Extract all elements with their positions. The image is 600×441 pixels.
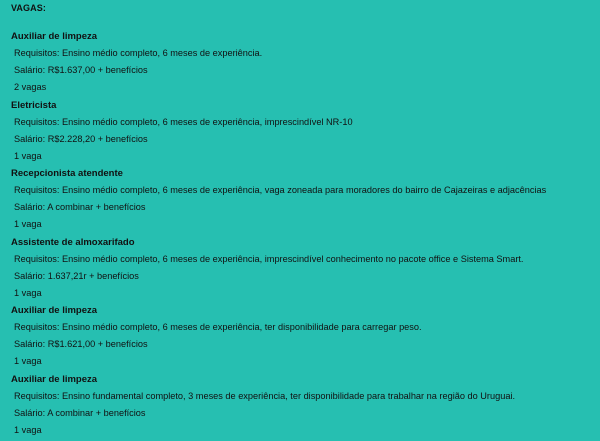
- job-listing: [11, 374, 591, 441]
- page-title: VAGAS:: [11, 3, 46, 13]
- job-requirements: Requisitos: Ensino médio completo, 6 meses de experiência, imprescindível NR-10: [14, 117, 353, 127]
- job-listing: [11, 305, 591, 372]
- job-requirements: Requisitos: Ensino médio completo, 6 meses de experiência, imprescindível conhecimento no pacote office e Sistema Smart.: [14, 254, 524, 264]
- job-listing: [11, 168, 591, 235]
- job-requirements: Requisitos: Ensino médio completo, 6 meses de experiência, vaga zoneada para moradores do bairro de Cajazeiras e adjacências: [14, 185, 547, 195]
- job-salary: Salário: 1.637,21r + benefícios: [14, 271, 139, 281]
- job-title: Auxiliar de limpeza: [11, 31, 98, 42]
- job-openings: 2 vagas: [14, 82, 47, 92]
- job-openings: 1 vaga: [14, 356, 42, 366]
- job-salary: Salário: R$1.637,00 + benefícios: [14, 65, 148, 75]
- job-salary: Salário: A combinar + benefícios: [14, 202, 146, 212]
- job-requirements: Requisitos: Ensino fundamental completo, 3 meses de experiência, ter disponibilidade para trabalhar na região do Uruguai.: [14, 391, 516, 401]
- job-openings: 1 vaga: [14, 151, 42, 161]
- job-openings: 1 vaga: [14, 219, 42, 229]
- job-title: Auxiliar de limpeza: [11, 305, 98, 316]
- job-salary: Salário: R$1.621,00 + benefícios: [14, 339, 148, 349]
- job-requirements: Requisitos: Ensino médio completo, 6 meses de experiência, ter disponibilidade para carregar peso.: [14, 322, 422, 332]
- job-title: Auxiliar de limpeza: [11, 374, 98, 385]
- job-salary: Salário: A combinar + benefícios: [14, 408, 146, 418]
- job-listing: [11, 31, 591, 98]
- job-salary: Salário: R$2.228,20 + benefícios: [14, 134, 148, 144]
- job-title: Eletricista: [11, 100, 57, 111]
- job-title: Assistente de almoxarifado: [11, 237, 135, 248]
- job-title: Recepcionista atendente: [11, 168, 123, 179]
- job-listing: [11, 100, 591, 167]
- job-listing: [11, 237, 591, 304]
- job-requirements: Requisitos: Ensino médio completo, 6 meses de experiência.: [14, 48, 263, 58]
- job-openings: 1 vaga: [14, 425, 42, 435]
- job-openings: 1 vaga: [14, 288, 42, 298]
